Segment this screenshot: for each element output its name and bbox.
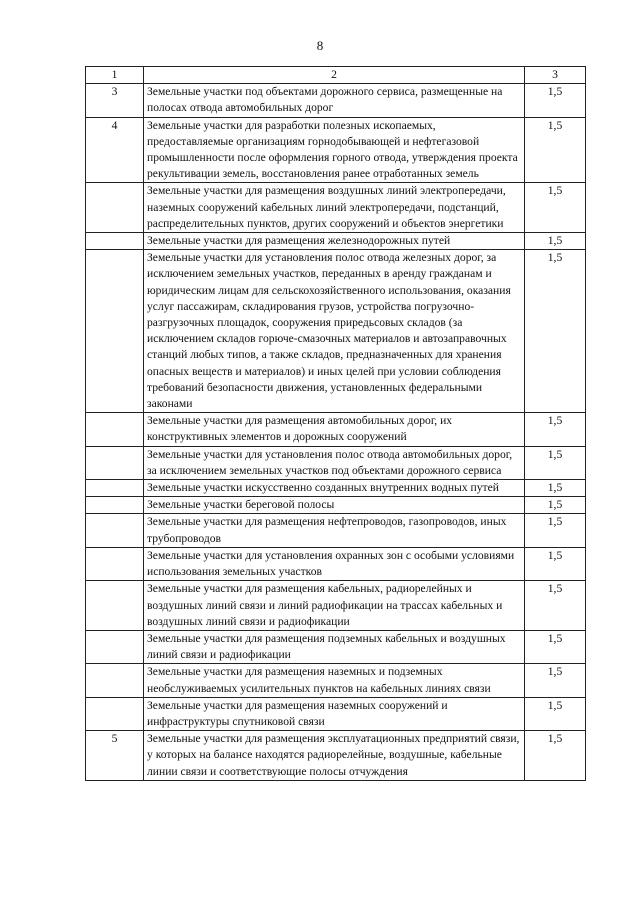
table-row bbox=[86, 630, 586, 663]
row-coefficient: 1,5 bbox=[525, 84, 586, 117]
row-description: Земельные участки для установления охранных зон с особыми условиями использования земельных участков bbox=[144, 547, 525, 580]
land-plots-table bbox=[85, 66, 586, 781]
row-coefficient: 1,5 bbox=[525, 480, 586, 497]
row-number bbox=[86, 514, 144, 547]
row-description: Земельные участки для размещения эксплуатационных предприятий связи, у которых на балансе находятся радиорелейные, воздушные, кабельные линии связи и соответствующие полосы отчуждения bbox=[144, 731, 525, 781]
row-number bbox=[86, 480, 144, 497]
table-header-row bbox=[86, 67, 586, 84]
row-coefficient: 1,5 bbox=[525, 664, 586, 697]
table-row bbox=[86, 581, 586, 631]
row-coefficient: 1,5 bbox=[525, 446, 586, 479]
row-number: 5 bbox=[86, 731, 144, 781]
table-row bbox=[86, 664, 586, 697]
row-number bbox=[86, 697, 144, 730]
row-coefficient: 1,5 bbox=[525, 514, 586, 547]
row-description: Земельные участки для разработки полезных ископаемых, предоставляемые организациям горнодобывающей и нефтегазовой промышленности после оформления горного отвода, утверждения проекта рекультивации земель, восстановления ранее отработанных земель bbox=[144, 117, 525, 183]
table-row bbox=[86, 731, 586, 781]
header-col-3: 3 bbox=[525, 67, 586, 84]
row-description: Земельные участки искусственно созданных внутренних водных путей bbox=[144, 480, 525, 497]
row-coefficient: 1,5 bbox=[525, 413, 586, 446]
row-description: Земельные участки для размещения наземных и подземных необслуживаемых усилительных пунктов на кабельных линиях связи bbox=[144, 664, 525, 697]
row-number bbox=[86, 630, 144, 663]
row-coefficient: 1,5 bbox=[525, 497, 586, 514]
row-description: Земельные участки для размещения кабельных, радиорелейных и воздушных линий связи и линий радиофикации на трассах кабельных и воздушных линий связи и радиофикации bbox=[144, 581, 525, 631]
table-row bbox=[86, 250, 586, 413]
row-coefficient: 1,5 bbox=[525, 697, 586, 730]
row-description: Земельные участки для размещения подземных кабельных и воздушных линий связи и радиофикации bbox=[144, 630, 525, 663]
row-description: Земельные участки под объектами дорожного сервиса, размещенные на полосах отвода автомобильных дорог bbox=[144, 84, 525, 117]
table-row bbox=[86, 547, 586, 580]
row-number bbox=[86, 664, 144, 697]
row-number: 3 bbox=[86, 84, 144, 117]
table-row bbox=[86, 697, 586, 730]
row-description: Земельные участки для размещения воздушных линий электропередачи, наземных сооружений кабельных линий электропередачи, подстанций, распределительных пунктов, других сооружений и объектов энергетики bbox=[144, 183, 525, 233]
row-coefficient: 1,5 bbox=[525, 581, 586, 631]
row-coefficient: 1,5 bbox=[525, 117, 586, 183]
table-row bbox=[86, 446, 586, 479]
row-description: Земельные участки для размещения наземных сооружений и инфраструктуры спутниковой связи bbox=[144, 697, 525, 730]
table-row bbox=[86, 480, 586, 497]
table-row bbox=[86, 183, 586, 233]
row-number: 4 bbox=[86, 117, 144, 183]
page-number: 8 bbox=[316, 38, 324, 53]
row-description: Земельные участки береговой полосы bbox=[144, 497, 525, 514]
row-description: Земельные участки для установления полос отвода железных дорог, за исключением земельных участков, переданных в аренду гражданам и юридическим лицам для сельскохозяйственного использования, оказания услуг пассажирам, складирования грузов, устройства погрузочно-разгрузочных площадок, сооружения приредьсовых складов (за исключением складов горюче-смазочных материалов и автозаправочных станций любых типов, а также складов, предназначенных для хранения опасных веществ и материалов) и иных целей при условии соблюдения требований безопасности движения, установленных федеральными законами bbox=[144, 250, 525, 413]
row-number bbox=[86, 547, 144, 580]
table-row bbox=[86, 117, 586, 183]
row-coefficient: 1,5 bbox=[525, 233, 586, 250]
row-number bbox=[86, 497, 144, 514]
table-row bbox=[86, 233, 586, 250]
row-number bbox=[86, 413, 144, 446]
row-number bbox=[86, 183, 144, 233]
row-number bbox=[86, 446, 144, 479]
row-number bbox=[86, 581, 144, 631]
row-number bbox=[86, 233, 144, 250]
row-coefficient: 1,5 bbox=[525, 630, 586, 663]
table-row bbox=[86, 514, 586, 547]
row-coefficient: 1,5 bbox=[525, 183, 586, 233]
table-row bbox=[86, 84, 586, 117]
table-row bbox=[86, 497, 586, 514]
row-number bbox=[86, 250, 144, 413]
row-description: Земельные участки для размещения нефтепроводов, газопроводов, иных трубопроводов bbox=[144, 514, 525, 547]
row-description: Земельные участки для установления полос отвода автомобильных дорог, за исключением земельных участков под объектами дорожного сервиса bbox=[144, 446, 525, 479]
table-row bbox=[86, 413, 586, 446]
row-coefficient: 1,5 bbox=[525, 250, 586, 413]
header-col-1: 1 bbox=[86, 67, 144, 84]
row-description: Земельные участки для размещения автомобильных дорог, их конструктивных элементов и дорожных сооружений bbox=[144, 413, 525, 446]
row-description: Земельные участки для размещения железнодорожных путей bbox=[144, 233, 525, 250]
row-coefficient: 1,5 bbox=[525, 547, 586, 580]
header-col-2: 2 bbox=[144, 67, 525, 84]
row-coefficient: 1,5 bbox=[525, 731, 586, 781]
